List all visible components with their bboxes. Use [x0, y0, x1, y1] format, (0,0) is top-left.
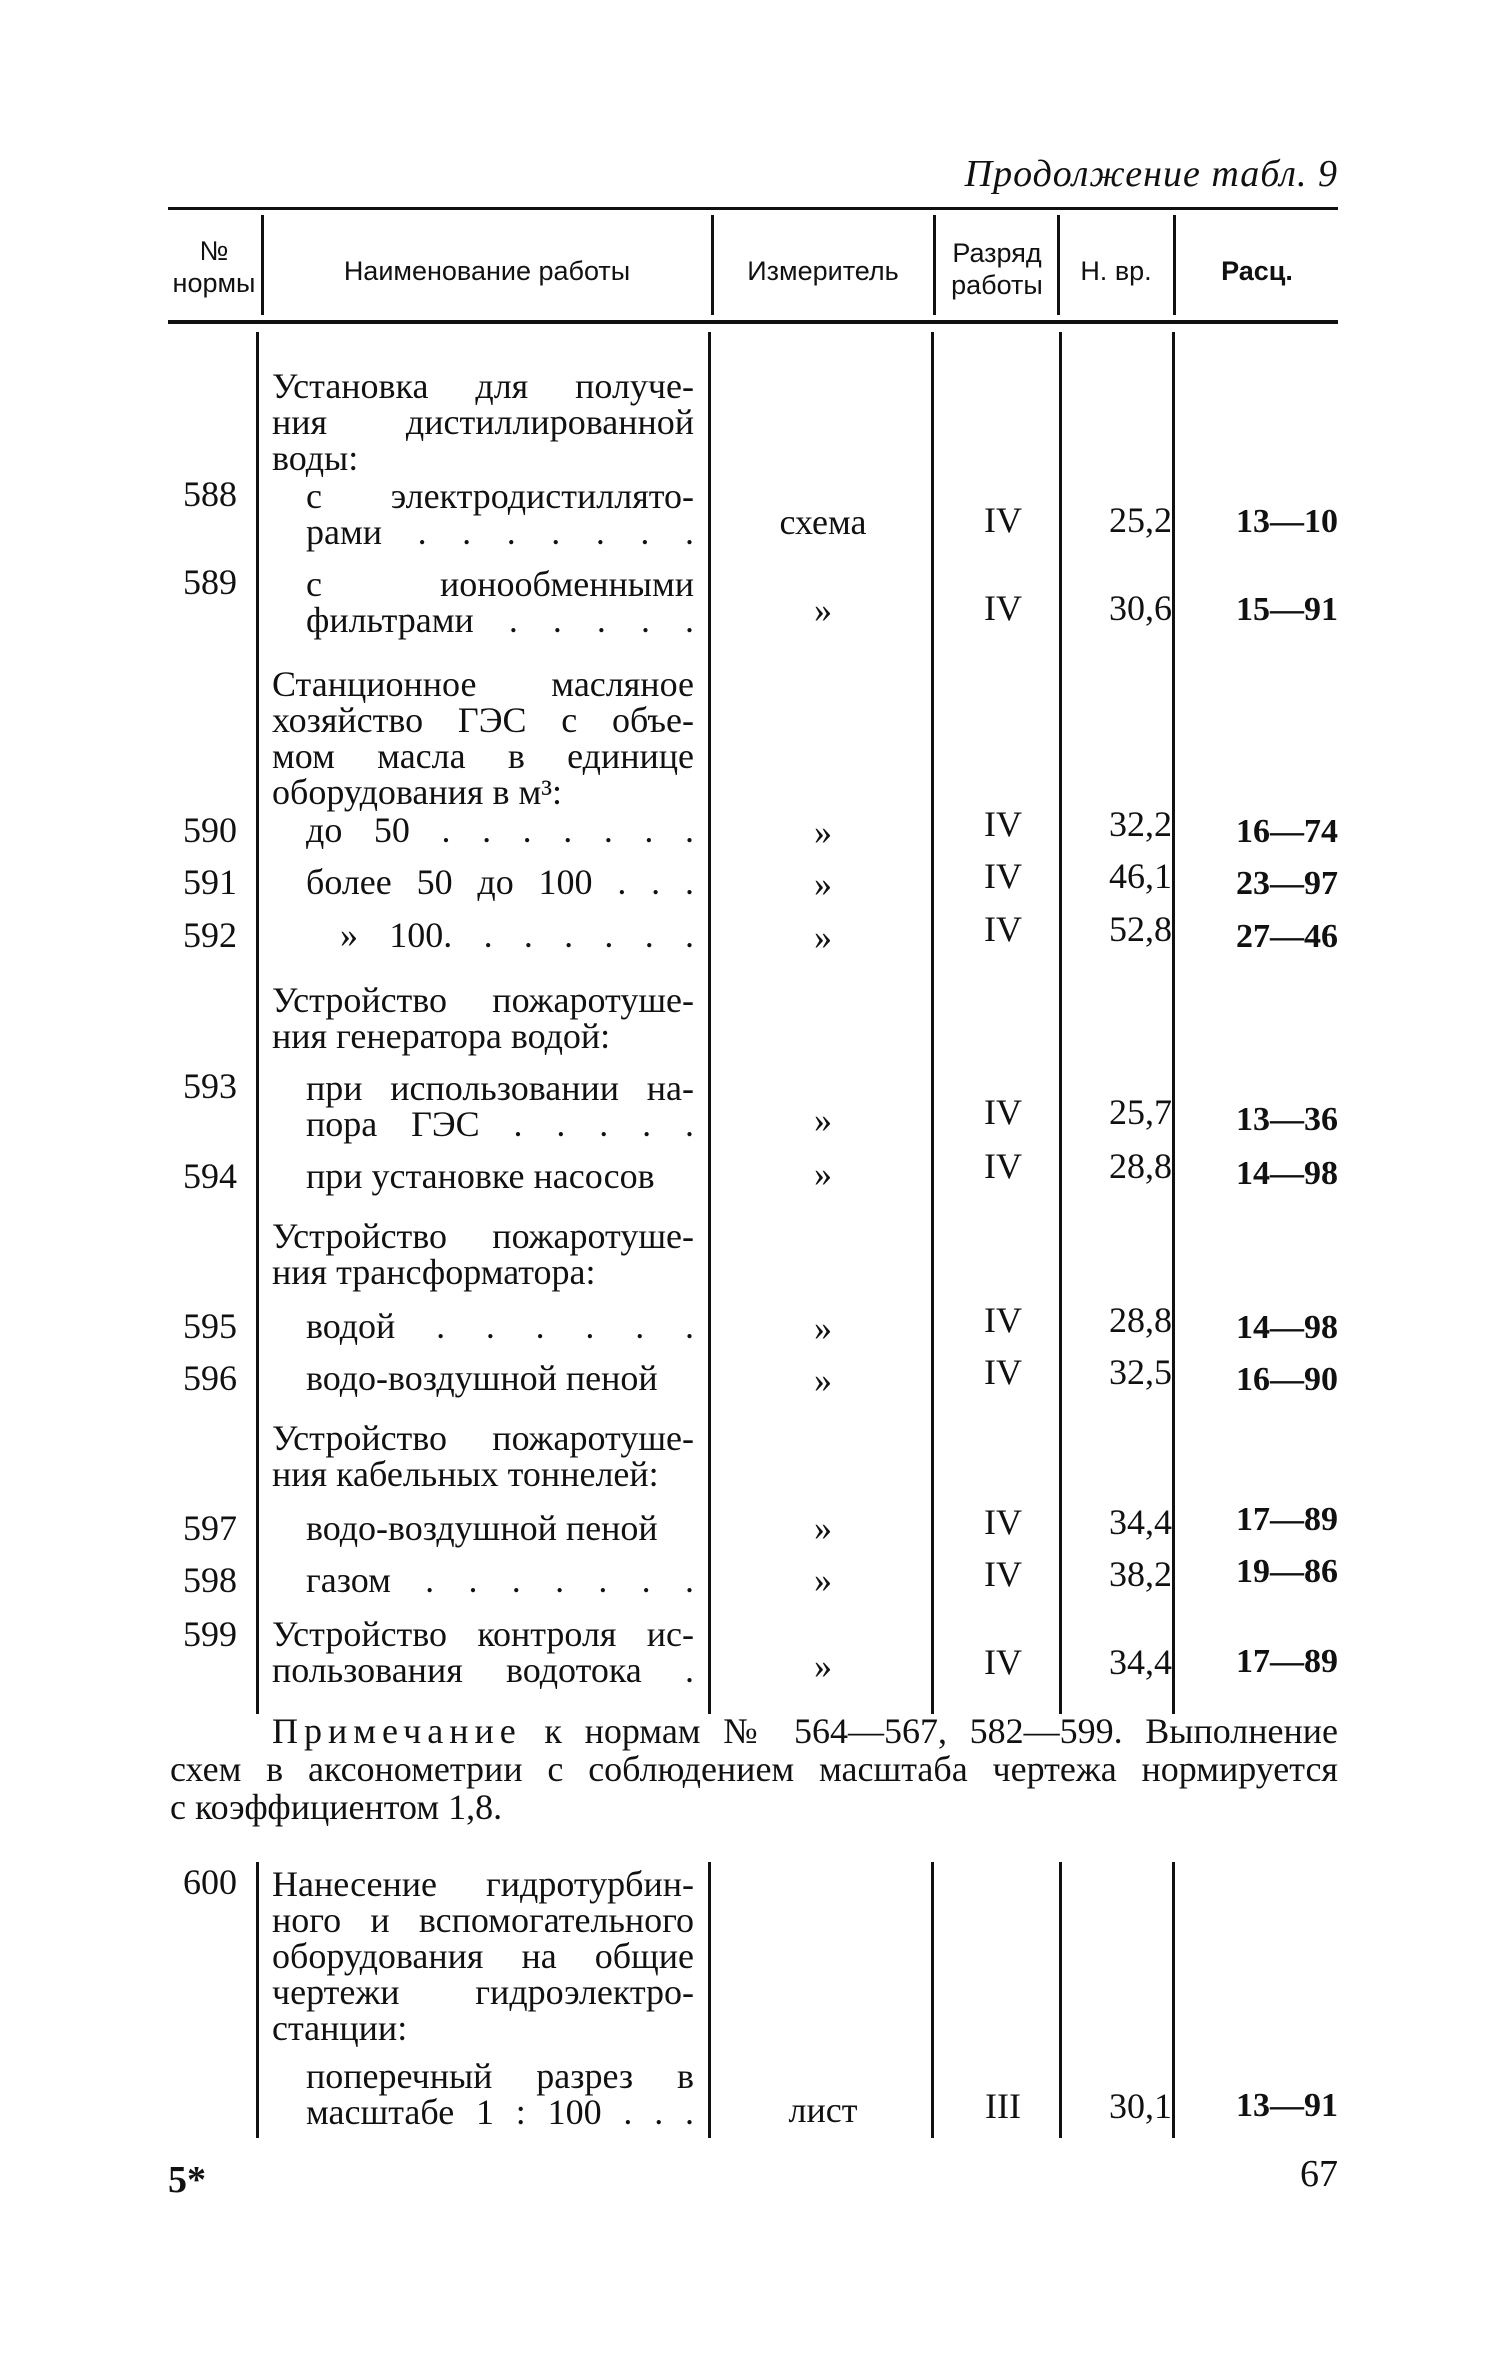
row-unit: схема	[779, 502, 867, 542]
row-unit: »	[814, 864, 832, 904]
group-heading-turbine-drawings: Нанесение гидротурбин- ного и вспомогательного оборудования на общие чертежи гидроэлектро- станции:	[272, 1864, 694, 2048]
row-grade: IV	[984, 1300, 1022, 1340]
row-hours: 46,1	[1109, 856, 1172, 896]
row-num: 591	[183, 862, 237, 902]
row-num: 596	[183, 1358, 237, 1398]
row-hours: 52,8	[1109, 909, 1172, 949]
row-grade: IV	[984, 804, 1022, 844]
row-unit: »	[814, 917, 832, 957]
body-separator	[256, 1862, 259, 2138]
header-col-rate: Расц.	[1221, 256, 1293, 286]
row-rate: 16—74	[1236, 813, 1338, 850]
row-name: водо-воздушной пеной	[306, 1508, 658, 1548]
row-num: 594	[183, 1156, 237, 1196]
row-grade: IV	[984, 1554, 1022, 1594]
row-grade: IV	[984, 909, 1022, 949]
row-grade: IV	[984, 1502, 1022, 1542]
row-num: 588	[183, 474, 237, 514]
row-hours: 34,4	[1109, 1502, 1172, 1542]
row-rate: 16—90	[1236, 1361, 1338, 1398]
row-name: с ионообменными фильтрами . . . . .	[306, 564, 694, 640]
header-col-unit: Измеритель	[747, 256, 899, 286]
header-bottom-rule	[168, 320, 1338, 324]
header-col-hours: Н. вр.	[1080, 256, 1152, 286]
row-rate: 13—36	[1236, 1101, 1338, 1138]
row-num: 595	[183, 1306, 237, 1346]
row-grade: IV	[984, 500, 1022, 540]
row-grade: IV	[984, 1642, 1022, 1682]
row-rate: 14—98	[1236, 1309, 1338, 1346]
row-name: Устройство контроля ис- пользования водотока .	[272, 1614, 694, 1690]
table-caption: Продолжение табл. 9	[964, 153, 1338, 195]
row-name: водой . . . . . .	[306, 1306, 694, 1346]
row-rate: 23—97	[1236, 865, 1338, 902]
row-hours: 25,2	[1109, 500, 1172, 540]
row-rate: 17—89	[1236, 1643, 1338, 1680]
row-grade: III	[985, 2086, 1021, 2126]
header-col-name: Наименование работы	[343, 256, 631, 286]
row-num: 590	[183, 810, 237, 850]
row-hours: 32,2	[1109, 804, 1172, 844]
body-separator	[1172, 332, 1175, 1714]
row-hours: 28,8	[1109, 1300, 1172, 1340]
row-rate: 15—91	[1236, 591, 1338, 628]
body-separator	[1172, 1862, 1175, 2138]
row-unit: »	[814, 1100, 832, 1140]
row-num: 600	[183, 1862, 237, 1902]
row-rate: 13—91	[1236, 2087, 1338, 2124]
row-name: газом . . . . . . .	[306, 1560, 694, 1600]
group-heading-oil-facility: Станционное масляное хозяйство ГЭС с объе- мом масла в единице оборудования в м³:	[272, 664, 694, 812]
row-hours: 30,1	[1109, 2086, 1172, 2126]
row-name: поперечный разрез в масштабе 1 : 100 . . .	[306, 2056, 694, 2132]
body-separator	[708, 1862, 711, 2138]
row-name: водо-воздушной пеной	[306, 1358, 658, 1398]
row-hours: 34,4	[1109, 1642, 1172, 1682]
row-name: с электродистиллято- рами . . . . . . .	[306, 476, 694, 552]
row-num: 597	[183, 1508, 237, 1548]
row-hours: 28,8	[1109, 1146, 1172, 1186]
row-hours: 25,7	[1109, 1092, 1172, 1132]
note-label: Примечание	[272, 1711, 522, 1751]
row-rate: 27—46	[1236, 918, 1338, 955]
row-grade: IV	[984, 588, 1022, 628]
page-number: 67	[1300, 2153, 1338, 2195]
row-unit: »	[814, 1508, 832, 1548]
note-line: к нормам № 564—567, 582—599. Выполнение	[544, 1711, 1338, 1751]
row-num: 598	[183, 1560, 237, 1600]
row-name: при использовании на- пора ГЭС . . . . .	[306, 1068, 694, 1144]
row-name: при установке насосов	[306, 1156, 655, 1196]
table-note	[170, 1712, 1338, 1826]
row-unit: »	[814, 1560, 832, 1600]
row-name: более 50 до 100 . . .	[306, 862, 694, 902]
group-heading-transformer-fire: Устройство пожаротуше- ния трансформатора:	[272, 1216, 694, 1292]
row-num: 593	[183, 1066, 237, 1106]
row-name: » 100. . . . . . .	[340, 915, 694, 955]
header-separator	[933, 215, 936, 315]
group-heading-cable-tunnel-fire: Устройство пожаротуше- ния кабельных тоннелей:	[272, 1418, 694, 1494]
header-top-rule	[168, 207, 1338, 210]
header-col-grade: Разряд работы	[951, 238, 1043, 300]
row-num: 589	[183, 562, 237, 602]
row-grade: IV	[984, 1092, 1022, 1132]
row-rate: 19—86	[1236, 1553, 1338, 1590]
row-grade: IV	[984, 1352, 1022, 1392]
row-unit: »	[814, 1154, 832, 1194]
row-num: 592	[183, 915, 237, 955]
row-unit: »	[814, 812, 832, 852]
row-unit: »	[814, 590, 832, 630]
row-unit: »	[814, 1646, 832, 1686]
row-unit: »	[814, 1308, 832, 1348]
row-hours: 38,2	[1109, 1554, 1172, 1594]
row-unit: лист	[788, 2090, 858, 2130]
signature-mark: 5*	[168, 2159, 206, 2201]
body-separator	[256, 332, 259, 1714]
row-rate: 14—98	[1236, 1155, 1338, 1192]
note-line: с коэффициентом 1,8.	[170, 1787, 503, 1827]
note-line: схем в аксонометрии с соблюдением масштаба чертежа нормируется	[170, 1749, 1338, 1789]
body-separator	[708, 332, 711, 1714]
row-rate: 13—10	[1236, 503, 1338, 540]
group-heading-generator-fire: Устройство пожаротуше- ния генератора водой:	[272, 980, 694, 1056]
group-heading-distilled-water: Установка для получе- ния дистиллированной воды:	[272, 366, 694, 478]
row-hours: 32,5	[1109, 1352, 1172, 1392]
row-hours: 30,6	[1109, 588, 1172, 628]
row-name: до 50 . . . . . . .	[306, 810, 694, 850]
row-num: 599	[183, 1614, 237, 1654]
header-col-num: № нормы	[172, 236, 256, 298]
row-grade: IV	[984, 1146, 1022, 1186]
row-rate: 17—89	[1236, 1501, 1338, 1538]
row-unit: »	[814, 1360, 832, 1400]
row-grade: IV	[984, 856, 1022, 896]
